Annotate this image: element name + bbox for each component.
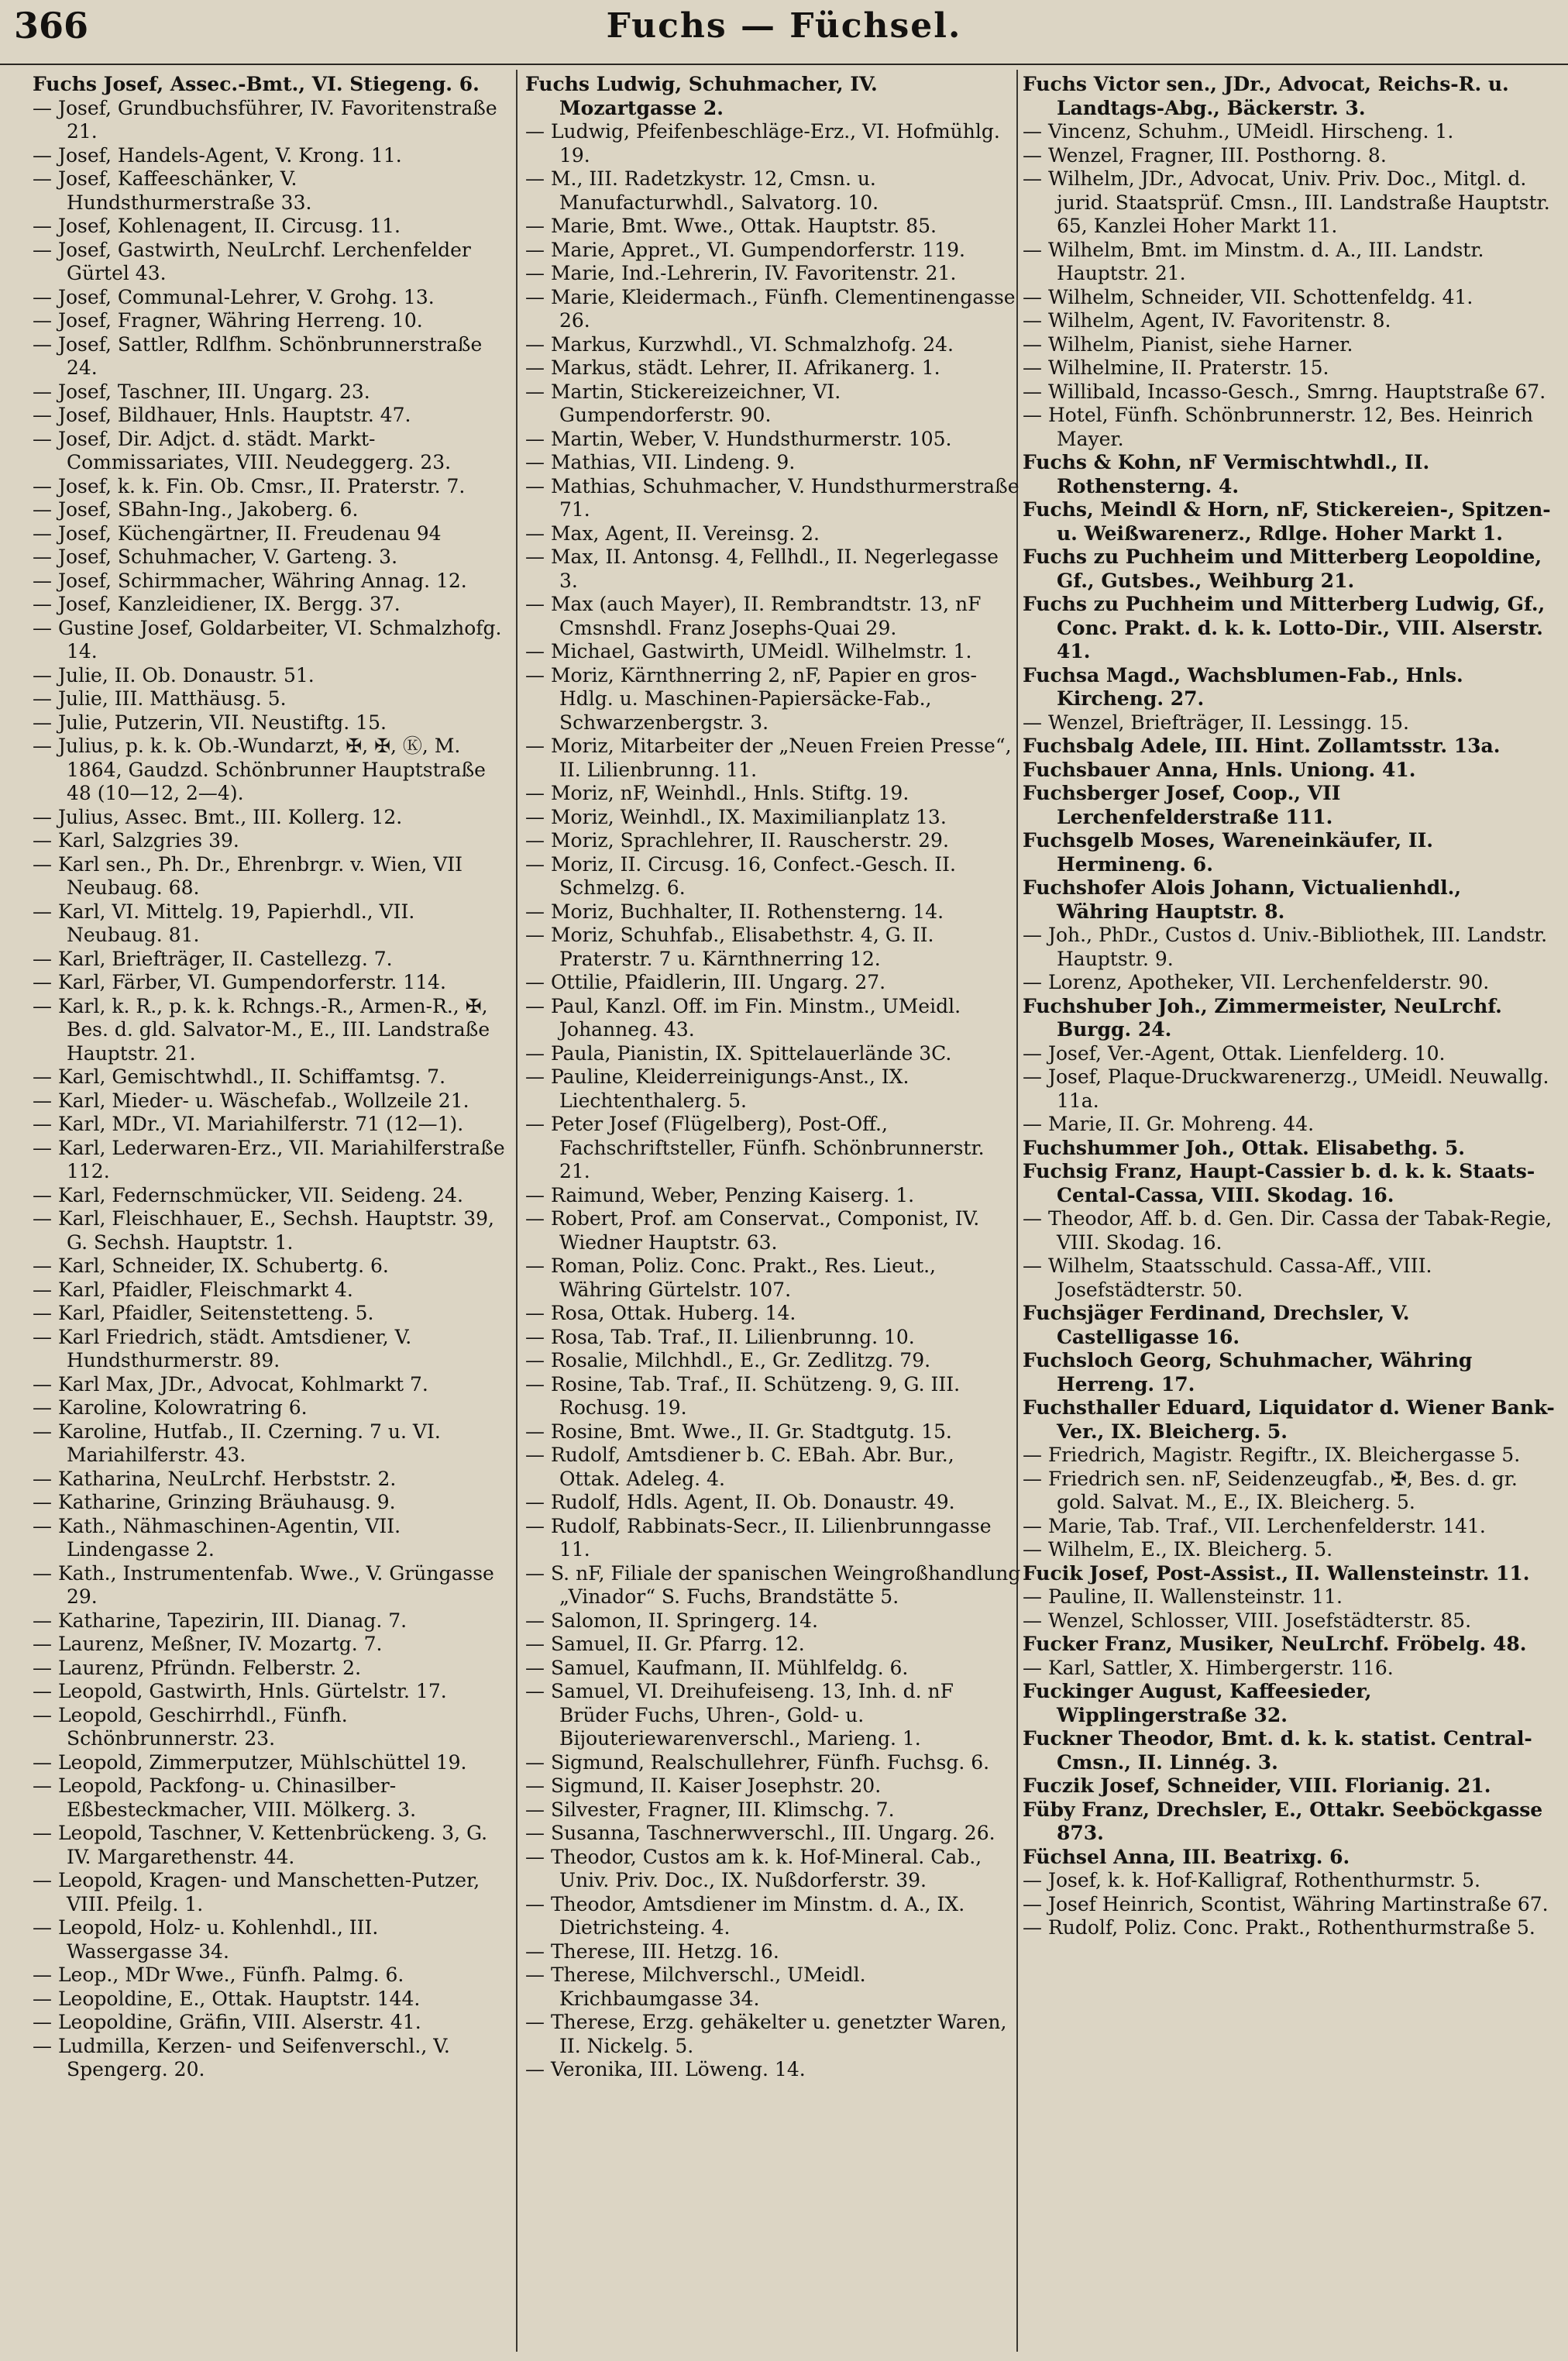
directory-entry: — Friedrich, Magistr. Regiftr., IX. Bleichergasse 5. bbox=[1023, 1444, 1521, 1466]
directory-entry: — Karl, Lederwaren-Erz., VII. Mariahilferstraße 112. bbox=[33, 1136, 505, 1182]
directory-entry: Füby Franz, Drechsler, E., Ottakr. Seeböckgasse 873. bbox=[1023, 1798, 1543, 1844]
directory-entry: — Josef, Dir. Adjct. d. städt. Markt-Commissariates, VIII. Neudeggerg. 23. bbox=[33, 427, 452, 473]
directory-entry: — Vincenz, Schuhm., UMeidl. Hirscheng. 1. bbox=[1023, 120, 1454, 143]
directory-entry: — Raimund, Weber, Penzing Kaiserg. 1. bbox=[525, 1183, 915, 1206]
directory-entry: — Leopoldine, E., Ottak. Hauptstr. 144. bbox=[33, 1987, 421, 2010]
directory-entry: — Karl, Mieder- u. Wäschefab., Wollzeile 21. bbox=[33, 1089, 469, 1112]
directory-entry: Fuchshofer Alois Johann, Victualienhdl., Währing Hauptstr. 8. bbox=[1023, 876, 1462, 923]
directory-entry: — Susanna, Taschnerwverschl., III. Ungarg. 26. bbox=[525, 1822, 995, 1844]
directory-entry: — Josef, Communal-Lehrer, V. Grohg. 13. bbox=[33, 285, 435, 308]
directory-entry: — Moriz, Sprachlehrer, II. Rauscherstr. 29. bbox=[525, 829, 949, 852]
directory-entry: — Pauline, II. Wallensteinstr. 11. bbox=[1023, 1585, 1343, 1608]
directory-entry: — Leopold, Kragen- und Manschetten-Putzer, VIII. Pfeilg. 1. bbox=[33, 1869, 480, 1915]
directory-entry: — Karl, Schneider, IX. Schubertg. 6. bbox=[33, 1254, 389, 1277]
directory-entry: — Wenzel, Fragner, III. Posthorng. 8. bbox=[1023, 143, 1387, 167]
directory-entry: — Leopold, Taschner, V. Kettenbrückeng. 3, G. IV. Margarethenstr. 44. bbox=[33, 1822, 488, 1868]
directory-entry: — Wilhelm, Pianist, siehe Harner. bbox=[1023, 332, 1353, 356]
directory-entry: — Samuel, Kaufmann, II. Mühlfeldg. 6. bbox=[525, 1656, 909, 1679]
directory-entry: — Paula, Pianistin, IX. Spittelauerlände 3C. bbox=[525, 1041, 952, 1065]
directory-entry: — Martin, Stickereizeichner, VI. Gumpendorferstr. 90. bbox=[525, 380, 841, 426]
directory-entry: — Pauline, Kleiderreinigungs-Anst., IX. Liechtenthalerg. 5. bbox=[525, 1065, 910, 1112]
directory-entry: Fuchsgelb Moses, Wareneinkäufer, II. Hermineng. 6. bbox=[1023, 829, 1433, 876]
directory-entry: Fuchsbauer Anna, Hnls. Uniong. 41. bbox=[1023, 758, 1416, 781]
directory-entry: — Karl, VI. Mittelg. 19, Papierhdl., VII. Neubaug. 81. bbox=[33, 900, 415, 946]
directory-column-1 bbox=[33, 73, 505, 2351]
page-number: 366 bbox=[14, 5, 89, 46]
directory-entry: — Karl, MDr., VI. Mariahilferstr. 71 (12—1). bbox=[33, 1113, 464, 1135]
directory-entry: — Silvester, Fragner, III. Klimschg. 7. bbox=[525, 1798, 895, 1821]
directory-entry: — Ludmilla, Kerzen- und Seifenverschl., V. Spengerg. 20. bbox=[33, 2034, 450, 2081]
directory-entry: Fuchs Ludwig, Schuhmacher, IV. Mozartgasse 2. bbox=[525, 73, 878, 119]
directory-entry: — Josef, Küchengärtner, II. Freudenau 94 bbox=[33, 521, 442, 545]
directory-entry: — Wilhelm, Bmt. im Minstm. d. A., III. Landstr. Hauptstr. 21. bbox=[1023, 238, 1484, 284]
directory-entry: — Marie, Bmt. Wwe., Ottak. Hauptstr. 85. bbox=[525, 215, 937, 237]
directory-entry: — Karl, Sattler, X. Himbergerstr. 116. bbox=[1023, 1656, 1394, 1679]
directory-entry: Fucker Franz, Musiker, NeuLrchf. Fröbelg. 48. bbox=[1023, 1633, 1527, 1655]
directory-entry: — Karl, Färber, VI. Gumpendorferstr. 114. bbox=[33, 971, 446, 993]
directory-entry: — Moriz, Schuhfab., Elisabethstr. 4, G. II. Praterstr. 7 u. Kärnthnerring 12. bbox=[525, 924, 934, 970]
directory-entry: — Josef, k. k. Fin. Ob. Cmsr., II. Praterstr. 7. bbox=[33, 474, 466, 497]
directory-entry: — Josef, Kaffeeschänker, V. Hundsthurmerstraße 33. bbox=[33, 167, 312, 214]
directory-entry: — Rudolf, Rabbinats-Secr., II. Lilienbrunngasse 11. bbox=[525, 1514, 992, 1561]
directory-entry: Fuchs zu Puchheim und Mitterberg Leopoldine, Gf., Gutsbes., Weihburg 21. bbox=[1023, 546, 1542, 592]
directory-entry: — Moriz, Kärnthnerring 2, nF, Papier en gros-Hdlg. u. Maschinen-Papiersäcke-Fab., Schwarzenbergstr. 3. bbox=[525, 663, 977, 734]
directory-entry: — Karl, Gemischtwhdl., II. Schiffamtsg. 7. bbox=[33, 1065, 446, 1088]
directory-entry: — Karoline, Hutfab., II. Czerning. 7 u. VI. Mariahilferstr. 43. bbox=[33, 1420, 441, 1466]
directory-entry: — Wilhelm, E., IX. Bleicherg. 5. bbox=[1023, 1538, 1333, 1561]
directory-entry: — Leopold, Zimmerputzer, Mühlschüttel 19. bbox=[33, 1750, 467, 1774]
directory-entry: — Gustine Josef, Goldarbeiter, VI. Schmalzhofg. 14. bbox=[33, 616, 502, 663]
directory-entry: — Karl, k. R., p. k. k. Rchngs.-R., Armen-R., ✠, Bes. d. gld. Salvator-M., E., III. Landstraße Hauptstr. 21. bbox=[33, 994, 490, 1065]
directory-entry: — Leopold, Packfong- u. Chinasilber-Eßbesteckmacher, VIII. Mölkerg. 3. bbox=[33, 1774, 417, 1821]
directory-entry: Fuchs Josef, Assec.-Bmt., VI. Stiegeng. 6. bbox=[33, 73, 480, 95]
directory-entry: — Julie, III. Matthäusg. 5. bbox=[33, 687, 287, 710]
directory-entry: — Moriz, Weinhdl., IX. Maximilianplatz 13. bbox=[525, 805, 947, 828]
directory-entry: — Laurenz, Pfründn. Felberstr. 2. bbox=[33, 1656, 362, 1679]
directory-entry: Fuchsjäger Ferdinand, Drechsler, V. Castelligasse 16. bbox=[1023, 1302, 1410, 1348]
directory-entry: — Josef, SBahn-Ing., Jakoberg. 6. bbox=[33, 498, 359, 521]
directory-entry: — Josef, Fragner, Währing Herreng. 10. bbox=[33, 309, 423, 332]
directory-entry: — Rosalie, Milchhdl., E., Gr. Zedlitzg. 79. bbox=[525, 1349, 931, 1372]
directory-entry: — Mathias, Schuhmacher, V. Hundsthurmerstraße 71. bbox=[525, 474, 1020, 521]
directory-entry: — Joh., PhDr., Custos d. Univ.-Bibliothek, III. Landstr. Hauptstr. 9. bbox=[1023, 924, 1548, 970]
directory-entry: — Josef, Plaque-Druckwarenerzg., UMeidl. Neuwallg. 11a. bbox=[1023, 1065, 1549, 1112]
directory-entry: — Wilhelm, JDr., Advocat, Univ. Priv. Doc., Mitgl. d. jurid. Staatsprüf. Cmsn., III. Landstraße Hauptstr. 65, Kanzlei Hoher Markt 11. bbox=[1023, 167, 1550, 237]
directory-entry: — Kath., Nähmaschinen-Agentin, VII. Lindengasse 2. bbox=[33, 1514, 401, 1561]
column-divider bbox=[516, 70, 518, 2352]
directory-entry: — Kath., Instrumentenfab. Wwe., V. Grüngasse 29. bbox=[33, 1561, 494, 1608]
directory-entry: Fuchs zu Puchheim und Mitterberg Ludwig, Gf., Conc. Prakt. d. k. k. Lotto-Dir., VIII. Alserstr. 41. bbox=[1023, 593, 1546, 663]
directory-entry: — Marie, Kleidermach., Fünfh. Clementinengasse 26. bbox=[525, 285, 1016, 332]
directory-entry: — Karl Max, JDr., Advocat, Kohlmarkt 7. bbox=[33, 1372, 428, 1396]
directory-entry: — Friedrich sen. nF, Seidenzeugfab., ✠, Bes. d. gr. gold. Salvat. M., E., IX. Bleicherg. 5. bbox=[1023, 1467, 1518, 1513]
directory-entry: — Marie, Tab. Traf., VII. Lerchenfelderstr. 141. bbox=[1023, 1514, 1486, 1537]
directory-entry: — Rosa, Ottak. Huberg. 14. bbox=[525, 1302, 796, 1324]
directory-entry: — Josef, Schirmmacher, Währing Annag. 12. bbox=[33, 569, 467, 592]
directory-entry: — Sigmund, II. Kaiser Josephstr. 20. bbox=[525, 1774, 882, 1797]
directory-entry: — Samuel, VI. Dreihufeiseng. 13, Inh. d. nF Brüder Fuchs, Uhren-, Gold- u. Bijouteriewarenverschl., Marieng. 1. bbox=[525, 1680, 954, 1750]
directory-entry: — Moriz, Mitarbeiter der „Neuen Freien Presse“, II. Lilienbrunng. 11. bbox=[525, 735, 1012, 781]
directory-entry: — Josef, Ver.-Agent, Ottak. Lienfelderg. 10. bbox=[1023, 1041, 1446, 1065]
directory-entry: — M., III. Radetzkystr. 12, Cmsn. u. Manufacturwhdl., Salvatorg. 10. bbox=[525, 167, 879, 214]
directory-entry: — Therese, Milchverschl., UMeidl. Krichbaumgasse 34. bbox=[525, 1963, 866, 2010]
directory-entry: — Katharine, Tapezirin, III. Dianag. 7. bbox=[33, 1609, 407, 1632]
directory-entry: — Peter Josef (Flügelberg), Post-Off., Fachschriftsteller, Fünfh. Schönbrunnerstr. 21. bbox=[525, 1113, 985, 1182]
directory-entry: — Karl, Salzgries 39. bbox=[33, 829, 239, 852]
directory-column-2 bbox=[525, 73, 1021, 2351]
directory-entry: Fuchsa Magd., Wachsblumen-Fab., Hnls. Kircheng. 27. bbox=[1023, 663, 1463, 710]
directory-entry: Fuckinger August, Kaffeesieder, Wipplingerstraße 32. bbox=[1023, 1680, 1372, 1726]
directory-entry: — Lorenz, Apotheker, VII. Lerchenfelderstr. 90. bbox=[1023, 971, 1490, 993]
directory-entry: Fuckner Theodor, Bmt. d. k. k. statist. Central-Cmsn., II. Linnég. 3. bbox=[1023, 1727, 1532, 1774]
directory-entry: — Karl, Briefträger, II. Castellezg. 7. bbox=[33, 947, 393, 970]
directory-entry: — Josef, Gastwirth, NeuLrchf. Lerchenfelder Gürtel 43. bbox=[33, 238, 471, 284]
directory-entry: — Veronika, III. Löweng. 14. bbox=[525, 2058, 806, 2081]
directory-entry: — Moriz, Buchhalter, II. Rothensterng. 14. bbox=[525, 900, 944, 923]
directory-entry: — Katharine, Grinzing Bräuhausg. 9. bbox=[33, 1491, 396, 1513]
directory-entry: — Josef, Schuhmacher, V. Garteng. 3. bbox=[33, 546, 398, 568]
directory-entry: — Salomon, II. Springerg. 14. bbox=[525, 1609, 819, 1632]
directory-entry: — Katharina, NeuLrchf. Herbststr. 2. bbox=[33, 1467, 397, 1490]
directory-entry: — Rosine, Bmt. Wwe., II. Gr. Stadtgutg. 15. bbox=[525, 1420, 952, 1443]
directory-entry: Fuchshuber Joh., Zimmermeister, NeuLrchf. Burgg. 24. bbox=[1023, 994, 1502, 1041]
directory-entry: — Theodor, Custos am k. k. Hof-Mineral. Cab., Univ. Priv. Doc., IX. Nußdorferstr. 39. bbox=[525, 1845, 982, 1891]
directory-entry: — Theodor, Aff. b. d. Gen. Dir. Cassa der Tabak-Regie, VIII. Skodag. 16. bbox=[1023, 1207, 1553, 1254]
directory-entry: — Paul, Kanzl. Off. im Fin. Minstm., UMeidl. Johanneg. 43. bbox=[525, 994, 961, 1041]
page-header bbox=[0, 0, 1568, 65]
directory-entry: — Josef Heinrich, Scontist, Währing Martinstraße 67. bbox=[1023, 1892, 1549, 1915]
directory-entry: — Josef, Taschner, III. Ungarg. 23. bbox=[33, 380, 370, 403]
directory-entry: — Karl Friedrich, städt. Amtsdiener, V. Hundsthurmerstr. 89. bbox=[33, 1325, 412, 1372]
directory-entry: — Moriz, nF, Weinhdl., Hnls. Stiftg. 19. bbox=[525, 782, 910, 804]
directory-entry: — Roman, Poliz. Conc. Prakt., Res. Lieut., Währing Gürtelstr. 107. bbox=[525, 1254, 937, 1301]
directory-entry: — S. nF, Filiale der spanischen Weingroßhandlung „Vinador“ S. Fuchs, Brandstätte 5. bbox=[525, 1561, 1021, 1608]
directory-entry: — Karoline, Kolowratring 6. bbox=[33, 1396, 308, 1419]
directory-entry: — Marie, Ind.-Lehrerin, IV. Favoritenstr. 21. bbox=[525, 262, 957, 284]
directory-entry: — Karl, Pfaidler, Fleischmarkt 4. bbox=[33, 1278, 353, 1301]
directory-entry: — Wenzel, Briefträger, II. Lessingg. 15. bbox=[1023, 711, 1409, 734]
directory-entry: — Markus, Kurzwhdl., VI. Schmalzhofg. 24. bbox=[525, 332, 954, 356]
directory-entry: Fucik Josef, Post-Assist., II. Wallensteinstr. 11. bbox=[1023, 1561, 1530, 1585]
directory-entry: — Karl, Pfaidler, Seitenstetteng. 5. bbox=[33, 1302, 374, 1324]
directory-entry: — Willibald, Incasso-Gesch., Smrng. Hauptstraße 67. bbox=[1023, 380, 1546, 403]
directory-entry: — Karl, Fleischhauer, E., Sechsh. Hauptstr. 39, G. Sechsh. Hauptstr. 1. bbox=[33, 1207, 494, 1254]
directory-entry: — Markus, städt. Lehrer, II. Afrikanerg. 1. bbox=[525, 356, 940, 379]
directory-entry: — Leopold, Geschirrhdl., Fünfh. Schönbrunnerstr. 23. bbox=[33, 1703, 348, 1750]
directory-entry: — Julie, II. Ob. Donaustr. 51. bbox=[33, 663, 315, 687]
directory-entry: — Julius, Assec. Bmt., III. Kollerg. 12. bbox=[33, 805, 403, 828]
directory-entry: — Wilhelm, Agent, IV. Favoritenstr. 8. bbox=[1023, 309, 1391, 332]
directory-entry: — Rudolf, Amtsdiener b. C. EBah. Abr. Bur., Ottak. Adeleg. 4. bbox=[525, 1444, 954, 1490]
directory-entry: — Rudolf, Poliz. Conc. Prakt., Rothenthurmstraße 5. bbox=[1023, 1916, 1535, 1939]
directory-entry: — Ludwig, Pfeifenbeschläge-Erz., VI. Hofmühlg. 19. bbox=[525, 120, 1000, 167]
directory-entry: — Mathias, VII. Lindeng. 9. bbox=[525, 451, 796, 473]
directory-entry: — Martin, Weber, V. Hundsthurmerstr. 105. bbox=[525, 427, 952, 450]
directory-entry: Fuchsberger Josef, Coop., VII Lerchenfelderstraße 111. bbox=[1023, 782, 1341, 828]
directory-entry: — Josef, Bildhauer, Hnls. Hauptstr. 47. bbox=[33, 404, 411, 426]
directory-entry: — Karl, Federnschmücker, VII. Seideng. 24. bbox=[33, 1183, 463, 1206]
directory-entry: Füchsel Anna, III. Beatrixg. 6. bbox=[1023, 1845, 1350, 1868]
directory-entry: — Max, II. Antonsg. 4, Fellhdl., II. Negerlegasse 3. bbox=[525, 546, 999, 592]
directory-entry: — Rosine, Tab. Traf., II. Schützeng. 9, G. III. Rochusg. 19. bbox=[525, 1372, 961, 1419]
directory-entry: Fuchsloch Georg, Schuhmacher, Währing Herreng. 17. bbox=[1023, 1349, 1473, 1396]
directory-entry: — Rudolf, Hdls. Agent, II. Ob. Donaustr. 49. bbox=[525, 1491, 955, 1513]
directory-entry: — Laurenz, Meßner, IV. Mozartg. 7. bbox=[33, 1633, 383, 1655]
directory-entry: — Wilhelmine, II. Praterstr. 15. bbox=[1023, 356, 1329, 379]
directory-entry: Fuczik Josef, Schneider, VIII. Florianig. 21. bbox=[1023, 1774, 1491, 1797]
directory-entry: — Josef, Handels-Agent, V. Krong. 11. bbox=[33, 143, 402, 167]
directory-column-3 bbox=[1023, 73, 1557, 2351]
directory-entry: — Ottilie, Pfaidlerin, III. Ungarg. 27. bbox=[525, 971, 886, 993]
directory-entry: — Hotel, Fünfh. Schönbrunnerstr. 12, Bes. Heinrich Mayer. bbox=[1023, 404, 1534, 450]
directory-entry: Fuchsig Franz, Haupt-Cassier b. d. k. k. Staats-Cental-Cassa, VIII. Skodag. 16. bbox=[1023, 1160, 1535, 1206]
directory-entry: — Max (auch Mayer), II. Rembrandtstr. 13, nF Cmsnshdl. Franz Josephs-Quai 29. bbox=[525, 593, 982, 639]
directory-entry: Fuchsbalg Adele, III. Hint. Zollamtsstr. 13a. bbox=[1023, 735, 1501, 757]
directory-entry: — Leopoldine, Gräfin, VIII. Alserstr. 41. bbox=[33, 2011, 421, 2033]
directory-entry: — Julius, p. k. k. Ob.-Wundarzt, ✠, ✠, Ⓚ, M. 1864, Gaudzd. Schönbrunner Hauptstraße 48 (10—12, 2—4). bbox=[33, 735, 486, 804]
directory-entry: — Josef, Grundbuchsführer, IV. Favoritenstraße 21. bbox=[33, 96, 497, 143]
directory-entry: — Rosa, Tab. Traf., II. Lilienbrunng. 10. bbox=[525, 1325, 915, 1348]
directory-entry: — Sigmund, Realschullehrer, Fünfh. Fuchsg. 6. bbox=[525, 1750, 990, 1774]
directory-entry: — Leopold, Gastwirth, Hnls. Gürtelstr. 17. bbox=[33, 1680, 447, 1702]
directory-entry: — Marie, Appret., VI. Gumpendorferstr. 119. bbox=[525, 238, 965, 261]
directory-entry: Fuchs Victor sen., JDr., Advocat, Reichs-R. u. Landtags-Abg., Bäckerstr. 3. bbox=[1023, 73, 1509, 119]
directory-entry: — Max, Agent, II. Vereinsg. 2. bbox=[525, 521, 820, 545]
directory-entry: Fuchsthaller Eduard, Liquidator d. Wiener Bank-Ver., IX. Bleicherg. 5. bbox=[1023, 1396, 1555, 1443]
directory-entry: — Theodor, Amtsdiener im Minstm. d. A., IX. Dietrichsteing. 4. bbox=[525, 1892, 965, 1939]
directory-entry: — Wenzel, Schlosser, VIII. Josefstädterstr. 85. bbox=[1023, 1609, 1472, 1632]
directory-entry: Fuchs & Kohn, nF Vermischtwhdl., II. Rothensterng. 4. bbox=[1023, 451, 1430, 497]
directory-entry: — Wilhelm, Schneider, VII. Schottenfeldg. 41. bbox=[1023, 285, 1473, 308]
directory-entry: — Michael, Gastwirth, UMeidl. Wilhelmstr. 1. bbox=[525, 640, 972, 663]
directory-entry: — Josef, Kanzleidiener, IX. Bergg. 37. bbox=[33, 593, 401, 615]
directory-entry: — Marie, II. Gr. Mohreng. 44. bbox=[1023, 1113, 1315, 1135]
directory-entry: Fuchs, Meindl & Horn, nF, Stickereien-, Spitzen- u. Weißwarenerz., Rdlge. Hoher Markt 1. bbox=[1023, 498, 1551, 545]
directory-entry: — Julie, Putzerin, VII. Neustiftg. 15. bbox=[33, 711, 387, 734]
directory-entry: — Leop., MDr Wwe., Fünfh. Palmg. 6. bbox=[33, 1963, 404, 1986]
directory-entry: — Moriz, II. Circusg. 16, Confect.-Gesch. II. Schmelzg. 6. bbox=[525, 852, 956, 899]
directory-entry: — Josef, Kohlenagent, II. Circusg. 11. bbox=[33, 215, 401, 237]
directory-entry: — Samuel, II. Gr. Pfarrg. 12. bbox=[525, 1633, 805, 1655]
directory-entry: Fuchshummer Joh., Ottak. Elisabethg. 5. bbox=[1023, 1136, 1466, 1159]
directory-entry: — Josef, Sattler, Rdlfhm. Schönbrunnerstraße 24. bbox=[33, 332, 483, 379]
directory-entry: — Wilhelm, Staatsschuld. Cassa-Aff., VIII. Josefstädterstr. 50. bbox=[1023, 1254, 1432, 1301]
directory-entry: — Robert, Prof. am Conservat., Componist, IV. Wiedner Hauptstr. 63. bbox=[525, 1207, 980, 1254]
directory-entry: — Therese, Erzg. gehäkelter u. genetzter Waren, II. Nickelg. 5. bbox=[525, 2011, 1007, 2057]
directory-entry: — Karl sen., Ph. Dr., Ehrenbrgr. v. Wien, VII Neubaug. 68. bbox=[33, 852, 463, 899]
directory-entry: — Therese, III. Hetzg. 16. bbox=[525, 1939, 779, 1963]
directory-entry: — Leopold, Holz- u. Kohlenhdl., III. Wassergasse 34. bbox=[33, 1916, 379, 1963]
directory-entry: — Josef, k. k. Hof-Kalligraf, Rothenthurmstr. 5. bbox=[1023, 1869, 1480, 1891]
running-head: Fuchs — Füchsel. bbox=[606, 6, 962, 46]
